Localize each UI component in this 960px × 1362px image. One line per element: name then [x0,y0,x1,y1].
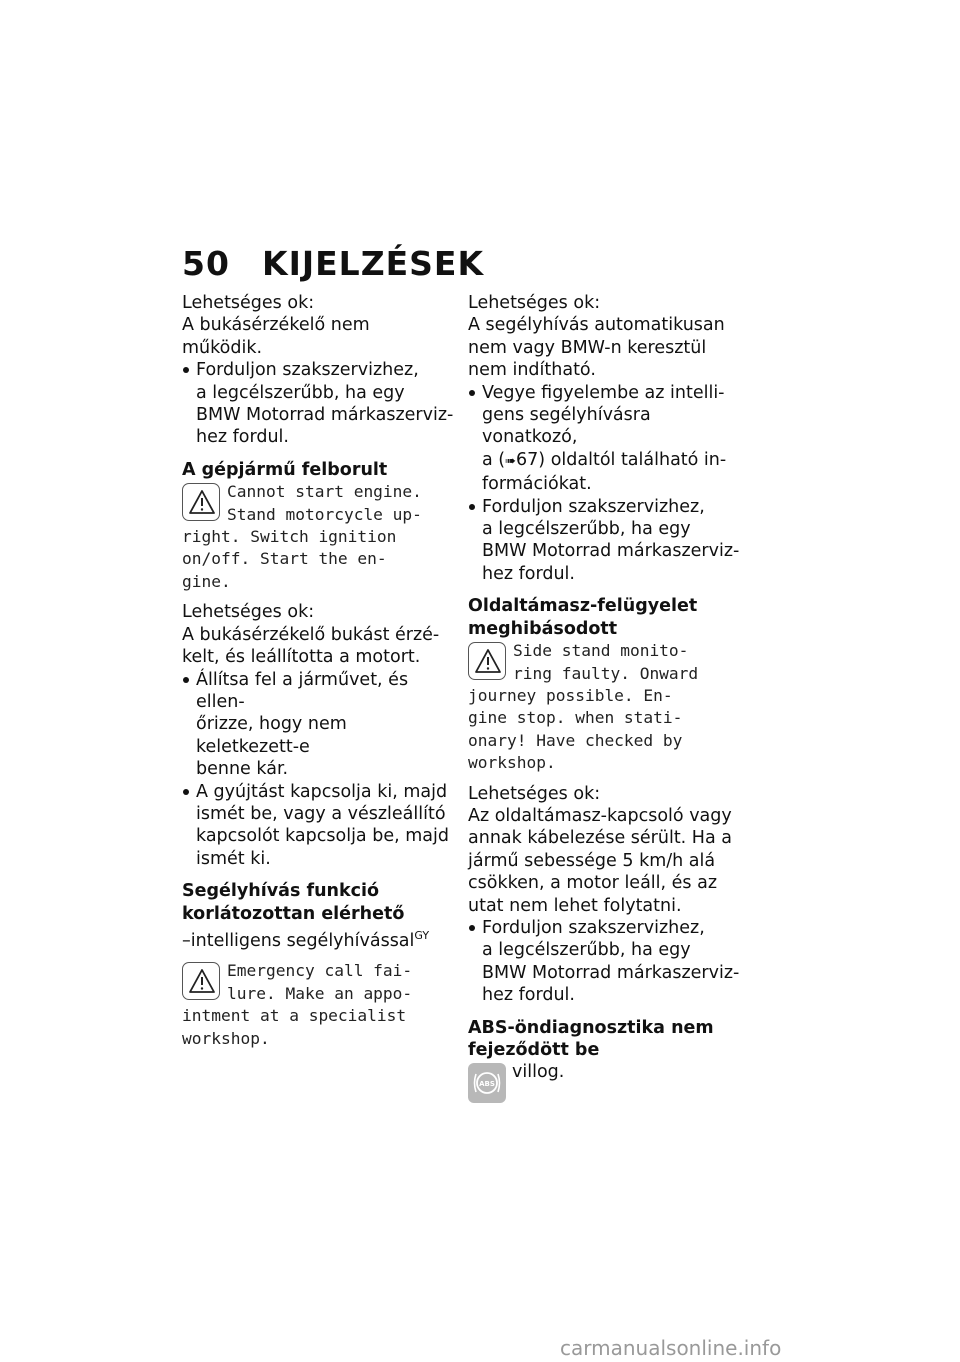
message-line: journey possible. En- [468,685,673,705]
message-line: right. Switch ignition [182,527,397,547]
section-heading [182,880,454,925]
possible-cause-label: Lehetséges ok: [182,602,315,623]
warning-triangle-icon [182,483,220,521]
bullet-line: A gyújtást kapcsolja ki, majd [196,781,448,802]
message-line: onary! Have checked by [468,730,683,750]
possible-cause-label: Lehetséges ok: [468,293,601,313]
message-line: Side stand monito- [513,641,689,661]
message-line: gine stop. when stati- [468,708,683,728]
bullet-item [182,669,454,781]
possible-cause-label: Lehetséges ok: [468,783,601,804]
bullet-line: Forduljon szakszervizhez, [482,917,705,938]
bullet-item [182,781,454,871]
possible-cause-label: Lehetséges ok: [182,293,315,313]
bullet-line: BMW Motorrad márkaszerviz- [482,962,740,983]
bullet-line [482,449,740,473]
left-column [182,292,454,1050]
warning-triangle-icon [468,642,506,680]
bullet-line: benne kár. [196,759,289,780]
message-line: intment at a specialist [182,1006,407,1026]
bullet-line: BMW Motorrad márkaszerviz- [482,541,740,562]
bullet-line: formációkat. [482,474,592,495]
cause-text: jármű sebessége 5 km/h alá [468,850,716,871]
abs-icon-label: ABS [479,1080,495,1089]
message-line: ring faulty. Onward [513,663,699,683]
bullet-line: gens segélyhívásra vonatkozó, [482,405,651,448]
bullet-line: a legcélszerűbb, ha egy [482,940,691,961]
bullet-line: őrizze, hogy nem keletkezett-e [196,714,347,757]
abs-indicator-row [468,1061,740,1105]
message-line: Stand motorcycle up- [227,504,422,524]
bullet-line: Forduljon szakszervizhez, [196,360,419,381]
display-message [468,640,740,774]
heading-line: ABS-öndiagnosztika nem [468,1017,714,1038]
cause-text: nem vagy BMW-n keresztül [468,337,707,358]
bullet-item [182,359,454,449]
bullet-line: Vegye figyelembe az intelli- [482,382,725,403]
bullet-line: hez fordul. [482,563,575,584]
message-line: workshop. [182,1028,270,1048]
watermark: carmanualsonline.info [560,1336,782,1360]
bullet-line: ismét ki. [196,848,271,869]
subtitle-text: –intelligens segélyhívással [182,930,415,951]
bullet-line: hez fordul. [196,427,289,448]
bullet-item [468,382,740,496]
heading-line: korlátozottan elérhető [182,903,405,924]
heading-line: Oldaltámasz-felügyelet [468,596,698,617]
message-line: workshop. [468,753,556,773]
cause-text: kelt, és leállította a motort. [182,647,421,668]
heading-subtitle [182,925,454,952]
page-title: KIJELZÉSEK [262,244,485,283]
bullet-line: hez fordul. [482,985,575,1006]
cause-text: nem indítható. [468,360,596,381]
cause-text: A bukásérzékelő nem működik. [182,315,370,358]
cause-text: A segélyhívás automatikusan [468,315,725,336]
display-message [182,960,454,1050]
page-number: 50 [182,244,230,283]
cause-text: annak kábelezése sérült. Ha a [468,828,732,849]
bullet-line: Állítsa fel a járművet, és ellen- [196,669,409,712]
display-message [182,481,454,593]
right-column [468,292,740,1105]
page-reference-arrow-icon: ➠ [505,453,517,469]
reference-prefix: a ( [482,449,506,470]
bullet-line: a legcélszerűbb, ha egy [482,519,691,540]
heading-line: meghibásodott [468,618,618,639]
bullet-item [468,917,740,1007]
cause-text: csökken, a motor leáll, és az [468,873,717,894]
bullet-item [468,496,740,586]
bullet-line: Forduljon szakszervizhez, [482,496,705,517]
warning-triangle-icon [182,962,220,1000]
reference-text: 67) oldaltól található in- [516,449,727,470]
abs-status-text: villog. [512,1062,565,1083]
bullet-line: ismét be, vagy a vészleállító [196,803,446,824]
message-line: Cannot start engine. [227,482,422,502]
superscript: GY [414,928,430,942]
message-line: Emergency call fai- [227,961,413,981]
abs-warning-icon [468,1063,506,1103]
section-heading [468,595,740,640]
section-heading [468,1017,740,1062]
bullet-line: BMW Motorrad márkaszerviz- [196,405,454,426]
message-line: lure. Make an appo- [227,983,413,1003]
page-header [182,244,484,283]
message-line: on/off. Start the en- [182,549,387,569]
heading-line: fejeződött be [468,1040,600,1060]
heading-line: Segélyhívás funkció [182,881,380,902]
cause-text: A bukásérzékelő bukást érzé- [182,624,440,645]
cause-text: Az oldaltámasz-kapcsoló vagy [468,805,732,826]
section-heading: A gépjármű felborult [182,459,388,480]
bullet-line: kapcsolót kapcsolja be, majd [196,826,449,847]
cause-text: utat nem lehet folytatni. [468,895,682,916]
message-line: gine. [182,571,231,591]
bullet-line: a legcélszerűbb, ha egy [196,382,405,403]
